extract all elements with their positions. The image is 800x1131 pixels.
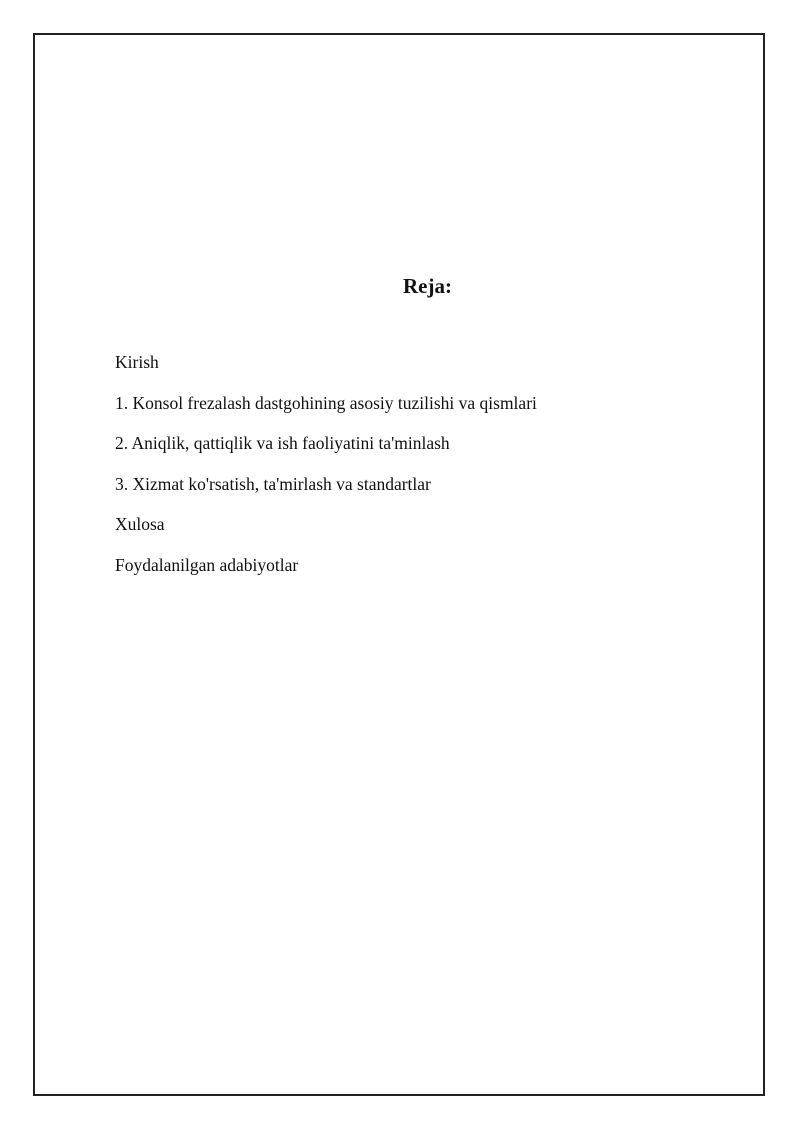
plan-list — [115, 350, 537, 593]
plan-item-intro: Kirish — [115, 352, 159, 372]
plan-item-section-1: 1. Konsol frezalash dastgohining asosiy tuzilishi va qismlari — [115, 392, 537, 413]
page-title: Reja: — [403, 274, 452, 298]
plan-item-section-2: 2. Aniqlik, qattiqlik va ish faoliyatini ta'minlash — [115, 433, 450, 453]
plan-item-references: Foydalanilgan adabiyotlar — [115, 554, 299, 575]
plan-item-conclusion: Xulosa — [115, 514, 165, 534]
plan-item-section-3: 3. Xizmat ko'rsatish, ta'mirlash va standartlar — [115, 473, 431, 494]
